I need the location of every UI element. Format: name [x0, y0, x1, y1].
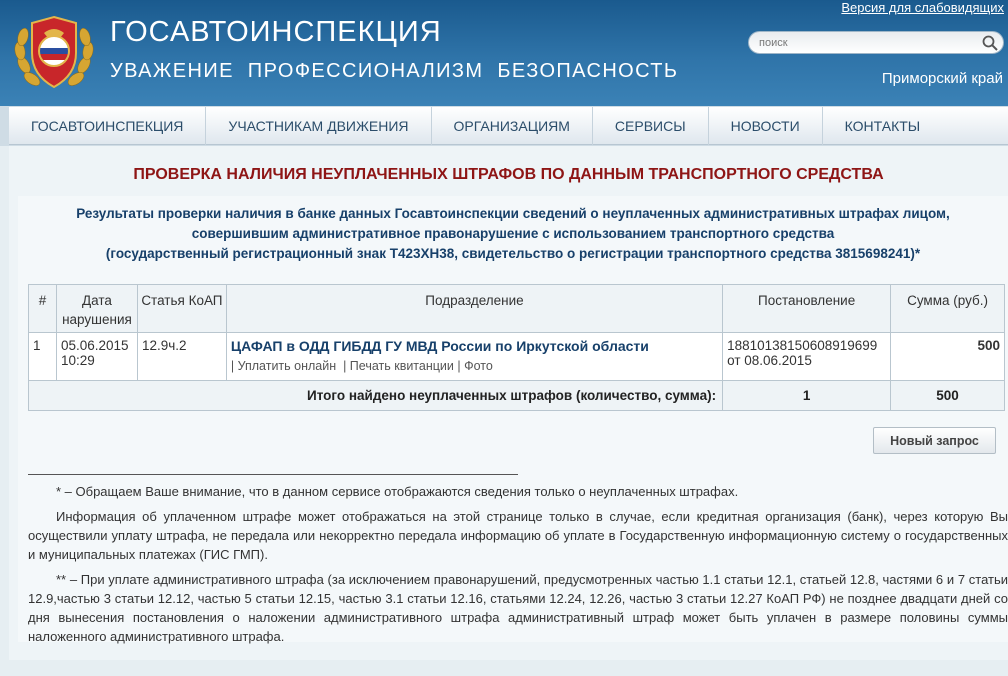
site-slogan: УВАЖЕНИЕ ПРОФЕССИОНАЛИЗМ БЕЗОПАСНОСТЬ [110, 60, 679, 82]
table-total-row [29, 381, 1005, 411]
search-icon[interactable] [981, 34, 999, 52]
footnotes [28, 478, 1008, 646]
site-header [0, 0, 1008, 106]
gibdd-emblem-logo[interactable] [10, 7, 98, 95]
nav-item-organizations[interactable]: ОРГАНИЗАЦИЯМ [432, 107, 593, 145]
col-header-sum: Сумма (руб.) [891, 285, 1005, 333]
col-header-department: Подразделение [226, 285, 722, 333]
intro-line-3: (государственный регистрационный знак Т423ХН38, свидетельство о регистрации транспортного средства 3815698241)* [105, 246, 921, 261]
col-header-date: Дата нарушения [56, 285, 137, 333]
nav-item-contacts[interactable]: КОНТАКТЫ [844, 118, 921, 134]
cell-date: 05.06.2015 10:29 [56, 333, 137, 381]
cell-num: 1 [29, 333, 57, 381]
cell-decree [723, 333, 891, 381]
total-count: 1 [723, 381, 891, 411]
footnote-3: ** – При уплате административного штрафа (за исключением правонарушений, предусмотренных частью 1.1 статьи 12.1, статьей 12.8, частями 6 и 7 статьи 12.9,частью 3 статьи 12.12, частью 5 статьи 12.15, частью 3.1 статьи 12.16, статьями 12.24, 12.26, частью 3 статьи 12.27 КоАП РФ) не позднее двадцати дней со дня вынесения постановления о наложении административного штрафа административный штраф может быть уплачен в размере половины суммы наложенного административного штрафа. [28, 572, 1008, 644]
site-title: ГОСАВТОИНСПЕКЦИЯ [110, 16, 442, 48]
photo-link[interactable]: | Фото [457, 359, 493, 373]
search-input[interactable] [759, 35, 969, 51]
fine-actions [231, 359, 718, 373]
table-row [29, 333, 1005, 381]
notes-divider [28, 474, 518, 475]
intro-line-1: Результаты проверки наличия в банке данных Госавтоинспекции сведений о неуплаченных административных штрафах лицом, [76, 206, 950, 221]
col-header-decree: Постановление [723, 285, 891, 333]
nav-item-road-users[interactable]: УЧАСТНИКАМ ДВИЖЕНИЯ [206, 107, 431, 145]
search-box [748, 31, 1004, 54]
cell-department [226, 333, 722, 381]
decree-date: от 08.06.2015 [727, 353, 812, 368]
col-header-num: # [29, 285, 57, 333]
nav-item-gosavtoinspektsiya[interactable]: ГОСАВТОИНСПЕКЦИЯ [9, 107, 206, 145]
decree-number: 18810138150608919699 [727, 338, 878, 353]
print-receipt-link[interactable]: | Печать квитанции [343, 359, 454, 373]
accessible-version-link[interactable]: Версия для слабовидящих [841, 0, 1004, 15]
results-intro [18, 204, 1008, 264]
footnote-1: * – Обращаем Ваше внимание, что в данном сервисе отображаются сведения только о неуплаченных штрафах. [56, 484, 739, 499]
col-header-article: Статья КоАП [137, 285, 226, 333]
intro-line-2: совершившим административное правонарушение с использованием транспортного средства [191, 226, 835, 241]
total-sum: 500 [891, 381, 1005, 411]
pay-online-link[interactable]: | Уплатить онлайн [230, 359, 337, 373]
cell-sum: 500 [891, 333, 1005, 381]
table-header-row [29, 285, 1005, 333]
footnote-2: Информация об уплаченном штрафе может отображаться на этой странице только в случае, если кредитная организация (банк), через которую Вы осуществили уплату штрафа, не передала или некорректно передала информацию об уплате в Государственную информационную систему о государственных и муниципальных платежах (ГИС ГМП). [28, 509, 1008, 562]
fines-table [28, 284, 1005, 411]
department-name: ЦАФАП в ОДД ГИБДД ГУ МВД России по Иркутской области [230, 338, 649, 354]
footer-strip [0, 660, 1008, 676]
nav-item-services[interactable]: СЕРВИСЫ [593, 107, 709, 145]
total-label: Итого найдено неуплаченных штрафов (количество, сумма): [29, 381, 723, 411]
cell-article: 12.9ч.2 [137, 333, 226, 381]
nav-item-news[interactable]: НОВОСТИ [709, 107, 823, 145]
main-content [9, 146, 1008, 660]
results-panel [18, 196, 1008, 642]
new-request-button[interactable]: Новый запрос [873, 427, 996, 454]
main-nav [9, 107, 1008, 145]
page-title: ПРОВЕРКА НАЛИЧИЯ НЕУПЛАЧЕННЫХ ШТРАФОВ ПО ДАННЫМ ТРАНСПОРТНОГО СРЕДСТВА [133, 166, 884, 183]
region-label[interactable]: Приморский край [881, 70, 1003, 87]
